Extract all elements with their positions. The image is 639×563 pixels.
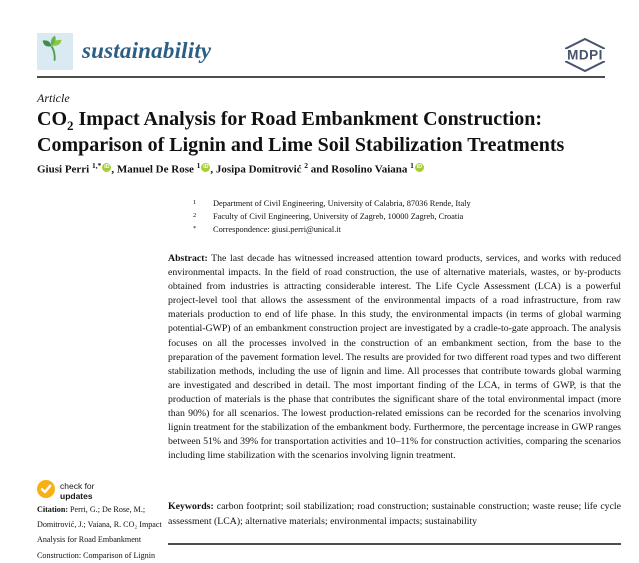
- checkmark-icon: [37, 480, 55, 503]
- citation-line: Domitrović, J.; Vaiana, R. CO₂ Impact: [37, 520, 162, 530]
- mdpi-logo[interactable]: [562, 37, 608, 73]
- affiliations-block: [193, 197, 613, 237]
- journal-logo[interactable]: [37, 33, 73, 70]
- author-separator: and: [308, 163, 332, 176]
- abstract-label: Abstract:: [168, 253, 208, 264]
- citation-label: Citation:: [37, 505, 69, 514]
- abstract-text: The last decade has witnessed increased attention toward products, services, and works with reduced environmental impacts. In the field of road construction, the use of alternative materials, wastes, or by-products obtained from industries is attracting considerable interest. The Life Cycle Assessment (LCA) is a powerful project-level tool that allows the assessment of the environmental impacts of a road infrastructure, from raw materials production to end of life phase. In this study, the environmental impacts (in terms of global warming potential-GWP) of an embankment construction project are investigated by a cradle-to-gate approach. The analysis focuses on all the processes involved in the construction of an embankment section, from the base to the preparation of the pavement formation level. The results are provided for two different road types and two different stabilization methods, including the use of lignin and lime. All processes that contribute towards global warming are investigated and described in detail. The most important finding of the LCA, in terms of GWP, is that the production of materials is the phase that contributes the significant share of the total environmental impact (more than 90%) for all scenarios. The lowest production-related emissions can be recorded for the scenarios involving lignin treatment for the stabilization of the embankment body. Furthermore, the percentage increase in GWP ranges between 51% and 39% for transportation activities and 10–11% for construction activities, comparing the scenarios including lime stabilization with the scenarios involving lignin treatment.: [168, 253, 621, 462]
- seedling-icon: [40, 34, 70, 69]
- affiliation-text: Faculty of Civil Engineering, University of Zagreb, 10000 Zagreb, Croatia: [213, 212, 464, 222]
- orcid-icon[interactable]: iD: [203, 164, 209, 170]
- author-name: Giusi Perri: [37, 163, 90, 176]
- keywords-text: carbon footprint; soil stabilization; road construction; sustainable construction; waste reuse; life cycle assessment (LCA); alternative materials; environmental impacts; sustainability: [168, 501, 621, 527]
- author-affil-sup: 2: [304, 161, 309, 170]
- author-separator: ,: [210, 163, 216, 176]
- author-separator: ,: [111, 163, 117, 176]
- keywords-divider: [168, 543, 621, 545]
- co2-subscript: 2: [67, 118, 74, 133]
- orcid-icon[interactable]: iD: [104, 164, 110, 170]
- mdpi-logo-text: MDPI: [567, 47, 603, 63]
- check-for-updates-label: check for updates: [60, 481, 95, 501]
- author-line: [37, 161, 597, 176]
- orcid-icon[interactable]: iD: [416, 164, 423, 170]
- author-name: Manuel De Rose: [116, 163, 194, 176]
- author-name: Rosolino Vaiana: [331, 163, 408, 176]
- keywords-paragraph: [168, 500, 621, 529]
- article-type-label: Article: [37, 91, 70, 105]
- affiliation-marker: *: [193, 225, 197, 233]
- affiliation-marker: 1: [193, 199, 197, 206]
- affiliation-row: [193, 210, 613, 223]
- author-name: Josipa Domitrović: [215, 163, 302, 176]
- author-affil-sup: 1: [410, 161, 414, 170]
- citation-line: Construction: Comparison of Lignin: [37, 550, 156, 560]
- affiliation-row: [193, 223, 613, 236]
- header-divider: [37, 76, 605, 78]
- keywords-label: Keywords:: [168, 501, 214, 512]
- citation-block: [37, 502, 169, 563]
- author-affil-sup: 1: [196, 161, 201, 170]
- affiliation-marker: 2: [193, 212, 197, 220]
- journal-title[interactable]: sustainability: [82, 38, 212, 63]
- article-title-line1: $CO_2$ Impact Analysis for Road Embankment Construction:: [37, 108, 543, 133]
- correspondence-email[interactable]: Correspondence: giusi.perri@unical.it: [213, 225, 341, 235]
- check-for-updates-badge[interactable]: [37, 480, 95, 503]
- citation-line: Citation: Perri, G.; De Rose, M.;: [37, 505, 146, 514]
- affiliation-text: Department of Civil Engineering, University of Calabria, 87036 Rende, Italy: [213, 199, 471, 208]
- affiliation-row: [193, 197, 613, 210]
- abstract-paragraph: [168, 252, 621, 463]
- citation-line: Analysis for Road Embankment: [37, 535, 142, 545]
- article-title: [37, 106, 627, 158]
- article-title-line2: Comparison of Lignin and Lime Soil Stabilization Treatments: [37, 134, 565, 156]
- author-affil-sup: 1,*: [92, 161, 102, 170]
